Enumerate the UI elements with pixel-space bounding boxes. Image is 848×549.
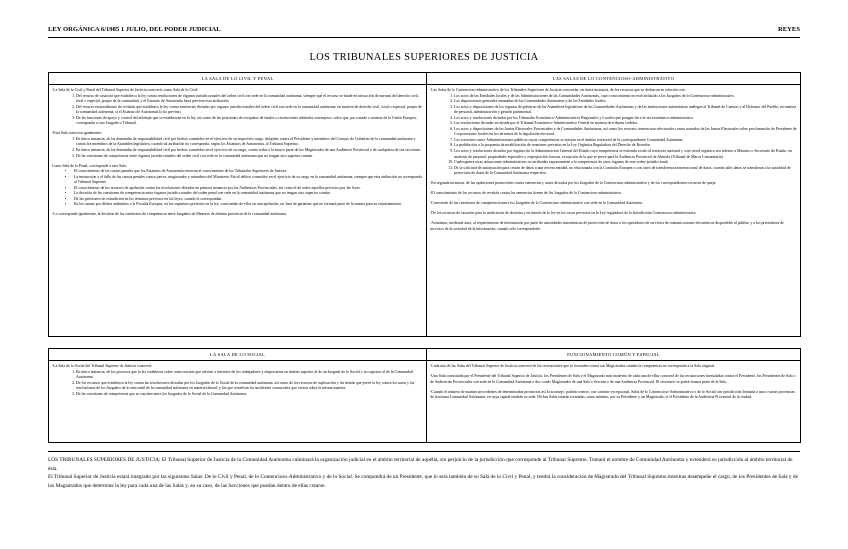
penal-intro: -Esta Sala conocerá igualmente: — [52, 131, 103, 136]
list-item: 2. En única instancia, de las demandas de responsabilidad civil por hechos cometidos en el ejercicio de su cargo, contra todos o la mayor parte de los Magistrados de una Audiencia Provincial o de cualquiera de sus secciones. — [76, 148, 423, 154]
list-item: 3. De las cuestiones de competencia que se susciten entre los Juzgados de lo Social de la Comunidad Autónoma. — [76, 392, 423, 398]
footer-paragraph: LOS TRIBUNALES SUPERIORES DE JUSTICIA: El Tribunal Superior de Justicia de la Comunidad Autónoma culminará la organización judicial en el ámbito territorial de aquélla, sin perjuicio de la jurisdicción que corresponde al Tribunal Supremo. Tomará el nombre de Comunidad Autónoma y extenderá su jurisdicción al ámbito territorial de ésta. — [48, 457, 793, 472]
list-item: • La decisión de las cuestiones de competencia entre órganos jurisdiccionales del orden penal con sede en la comunidad autónoma que no tengan otro superior común. — [74, 191, 423, 197]
funcionamiento-salas-provinciales: -Cuando el número de asuntos procedentes de determinadas provincias así lo aconseje, podrán crearse, con carácter excepcional, Salas de lo Contencioso-Administrativo o de lo Social con jurisdicción limitada a una o varias provincias de la misma Comunidad Autónoma, en cuya capital tendrán su sede. Dichas Salas estarán formadas, como mínimo, por su Presidente y un Magistrado, si el Presidente de la Audiencia Provincial de la ciudad. — [430, 389, 795, 400]
civil-intro: -La Sala de lo Civil y Penal del Tribunal Superior de Justicia conocerá, como Sala de lo Civil: — [52, 88, 199, 92]
cell-sala-social — [49, 361, 427, 443]
table-civil-contencioso — [48, 72, 801, 337]
footer-text — [48, 456, 800, 490]
header-sala-civil-penal: LA SALA DE LO CIVIL Y PENAL — [49, 73, 427, 85]
list-item: 1. Los actos de las Entidades locales y de las Administraciones de las Comunidades Autónomas, cuyo conocimiento no esté atribuido a los Juzgados de lo Contencioso-administrativo. — [454, 94, 797, 100]
list-item: • En las causas por delitos atribuidos a la Fiscalía Europea, en los supuestos previstos en la ley, conociendo de ellos en una apelación, un Juez de garantías que no formará parte de la misma para su enjuiciamiento. — [74, 202, 423, 208]
table-social-funcionamiento — [48, 348, 801, 443]
funcionamiento-sala-especial: -Una Sala constituida por el Presidente del Tribunal Superior de Justicia, los Presidentes de Sala y el Magistrado más moderno de cada una de ellas conocerá de las recusaciones formuladas contra el Presidente, los Presidentes de Sala o de Audiencias Provinciales con sede en la Comunidad Autónoma o dos o más Magistrados de una Sala o Sección o de una Audiencia Provincial. El secretario se podrá formar parte de la Sala. — [430, 374, 796, 384]
list-item: 3. De las funciones de apoyo y control del arbitraje que se establezcan en la ley, así como de las peticiones de exequátur de laudos o resoluciones arbitrales extranjeros, salvo que, por tratado o normas de la Unión Europea, corresponda a otro Juzgado o Tribunal. — [76, 116, 423, 127]
footer-divider — [48, 451, 800, 452]
list-item: 1. Del recurso de casación que establezca la ley contra resoluciones de órganos jurisdiccionales del orden civil con sede en la comunidad autónoma, siempre que el recurso se funde en infracción de normas del derecho civil, foral o especial, propio de la comunidad, y el Estatuto de Autonomía haya previsto esta atribución. — [76, 94, 423, 105]
list-item: 2. Las disposiciones generales emanadas de las Comunidades Autónomas y de las Entidades locales. — [454, 99, 797, 105]
header-funcionamiento: FUNCIONAMIENTO COMÚN Y ESPECIAL — [427, 349, 801, 361]
penal-sala-intro: Como Sala de lo Penal, corresponde a esta Sala: — [52, 163, 127, 168]
header-divider — [48, 37, 800, 38]
header-author: REYES — [778, 26, 800, 33]
contencioso-competencia: -Conocerán de las cuestiones de competencia entre los Juzgados de lo Contencioso-administrativo con sede en la Comunidad Autónoma. — [430, 201, 644, 206]
list-item: 11. De la solicitud de autorización para cesión de datos a una tercera entidad, no relacionada con la Comisión Europea o con otros de transferencia internacional de datos, cuando tales datos se transfieran a la autoridad de protección de datos de la Comunidad Autónoma respectiva. — [454, 166, 797, 177]
list-item: 7. Los convenios entre Administraciones públicas cuyas competencias se ejerzan en el ámbito territorial de la correspondiente Comunidad Autónoma. — [454, 138, 797, 144]
list-item: • La instrucción y el fallo de las causas penales contra jueces, magistrados y miembros del Ministerio Fiscal delitos cometidos en el ejercicio de su cargo en la comunidad autónoma, siempre que esta atribución no corresponda al Tribunal Supremo. — [74, 175, 423, 186]
list-item: 2. De los recursos que establezca la ley contra las resoluciones dictadas por los Juzgados de lo Social de la comunidad autónoma, así como de los recursos de suplicación y los demás que prevé la ley contra los autos y las resoluciones de los Juzgados de lo mercantil de la comunidad autónoma en materia laboral, y las que resuelvan los incidentes concursales que versen sobre la misma materia. — [76, 381, 423, 392]
list-item: 4. Los actos y resoluciones dictados por los Tribunales Económico-Administrativos Regionales y Locales que pongan fin a la vía económico-administrativa. — [454, 116, 797, 122]
cell-sala-civil-penal — [49, 85, 427, 337]
contencioso-intro: -Las Salas de lo Contencioso-administrativo de los Tribunales Superiores de Justicia conocerán, en única instancia, de los recursos que se deduzcan en relación con: — [430, 88, 686, 92]
list-item: 8. La prohibición o la propuesta de modificación de reuniones previstas en la Ley Orgánica Reguladora del Derecho de Reunión. — [454, 143, 797, 149]
header-sala-social: LA SALA DE LO SOCIAL — [49, 349, 427, 361]
list-item: 1. En única instancia, de las demandas de responsabilidad civil por hechos cometidos en el ejercicio de su respectivo cargo, dirigidas contra el Presidente y miembros del Consejo de Gobierno de la comunidad autónoma y contra los miembros de la Asamblea legislativa, cuando tal atribución no corresponda, según los Estatutos de Autonomía, al Tribunal Supremo. — [76, 137, 423, 148]
list-item: 1. En única instancia, de los procesos que la ley establezca sobre controversias que afecten a intereses de los trabajadores y empresarios en ámbito superior al de un Juzgado de lo Social y no superior al de la Comunidad Autónoma. — [76, 370, 423, 381]
list-item: 6. Los actos y disposiciones de las Juntas Electorales Provinciales y de Comunidades Autónomas, así como los recursos contencioso-electorales contra acuerdos de las Juntas Electorales sobre proclamación de Presidente de Corporaciones locales en los términos de la legislación electoral. — [454, 127, 797, 138]
list-item: 3. De las cuestiones de competencia entre órganos jurisdiccionales del orden civil con sede en la comunidad autónoma que no tengan otro superior común. — [76, 154, 423, 160]
funcionamiento-recusaciones: -Cada una de las Salas del Tribunal Superior de Justicia conocerá de las recusaciones que se formulen contra sus Magistrados cuando la competencia no corresponda a la Sala original. — [430, 364, 715, 368]
contencioso-casacion: -De los recursos de casación para la unificación de doctrina y en interés de la ley en los casos previstos en la Ley reguladora de la Jurisdicción Contencioso-administrativa. — [430, 211, 697, 216]
list-item: 3. Los actos y disposiciones de los órganos de gobierno de las Asambleas legislativas de las Comunidades Autónomas y de las instituciones autonómicas análogas al Tribunal de Cuentas y al Defensor del Pueblo, en materia de personal, administración y gestión patrimonial. — [454, 105, 797, 116]
list-item: 2. Del recurso extraordinario de revisión que establezca la ley contra sentencias dictadas por órganos jurisdiccionales del orden civil con sede en la comunidad autónoma, en materia de derecho civil, foral o especial, propio de la comunidad autónoma, si el Estatuto de Autonomía lo ha previsto. — [76, 105, 423, 116]
cell-salas-contencioso — [427, 85, 801, 337]
page-title: LOS TRIBUNALES SUPERIORES DE JUSTICIA — [309, 52, 539, 63]
contencioso-revision: -El conocimiento de los recursos de revisión contra las sentencias firmes de los Juzgados de lo Contencioso-administrativo. — [430, 191, 623, 196]
cell-funcionamiento — [427, 361, 801, 443]
contencioso-apelaciones: -En segunda instancia, de las apelaciones promovidas contra sentencias y autos dictados por los Juzgados de lo Contencioso-administrativo y de los correspondientes recursos de queja. — [430, 181, 717, 186]
list-item: 5. Las resoluciones dictadas en alzada por el Tribunal Económico-Administrativo Central en materia de tributos cedidos. — [454, 121, 797, 127]
list-item: • De las peticiones de extradición en los términos previstos en las leyes, cuando le correspondan. — [74, 197, 423, 203]
page-header — [48, 26, 800, 36]
civil-penal-closing: -Le corresponde igualmente, la decisión de las cuestiones de competencia entre Juzgados de Menores de distinta provincia de la comunidad autónoma. — [52, 212, 287, 217]
list-item: 10. Cualesquiera otras actuaciones administrativas no atribuidas expresamente a la competencia de otros órganos de este orden jurisdiccional. — [454, 160, 797, 166]
header-law-title: LEY ORGÁNICA 6/1985 1 JULIO, DEL PODER JUDICIAL — [48, 26, 221, 33]
header-salas-contencioso: LAS SALAS DE LO CONTENCIOSO-ADMINISTRATIVO — [427, 73, 801, 85]
contencioso-datos: -Asimismo, mediante auto, al requerimiento de información por parte de autoridades autonómicas de protección de datos a los operadores de servicios de comunicaciones electrónicas disponibles al público y a los prestadores de servicios de la sociedad de la información, cuando sólo corresponderle. — [430, 221, 784, 231]
list-item: • El conocimiento de las causas penales que los Estatutos de Autonomía reservan al conocimiento de los Tribunales Superiores de Justicia. — [74, 169, 423, 175]
list-item: • El conocimiento de los recursos de apelación contra las resoluciones dictadas en primera instancia por las Audiencias Provinciales, así como el de todos aquellos previstos por las leyes. — [74, 186, 423, 192]
social-intro: -La Sala de lo Social del Tribunal Superior de Justicia conocerá: — [52, 364, 153, 368]
footer-paragraph: El Tribunal Superior de Justicia estará integrado por las siguientes Salas: De lo Civil y Penal, de lo Contencioso-Administrativo y de lo Social. Se compondrá de un Presidente, que lo será también de su Sala de lo Civil y Penal, y tendrá la consideración de Magistrado del Tribunal Supremo mientras desempeñe el cargo, de los Presidentes de Sala y de los Magistrados que determine la ley para cada una de las Salas y, en su caso, de las Secciones que puedan dentro de ellas crearse. — [48, 474, 798, 489]
list-item: 9. Los actos y resoluciones dictados por órganos de la Administración General del Estado cuya competencia se extienda a todo el territorio nacional y cuyo nivel orgánico sea inferior a Ministro o Secretario de Estado, en materias de personal, propiedades especiales y expropiación forzosa, excepción de la que se prevé para la Audiencia Provincial de Almería (Tribunal de Marca Comunitaria). — [454, 149, 797, 160]
